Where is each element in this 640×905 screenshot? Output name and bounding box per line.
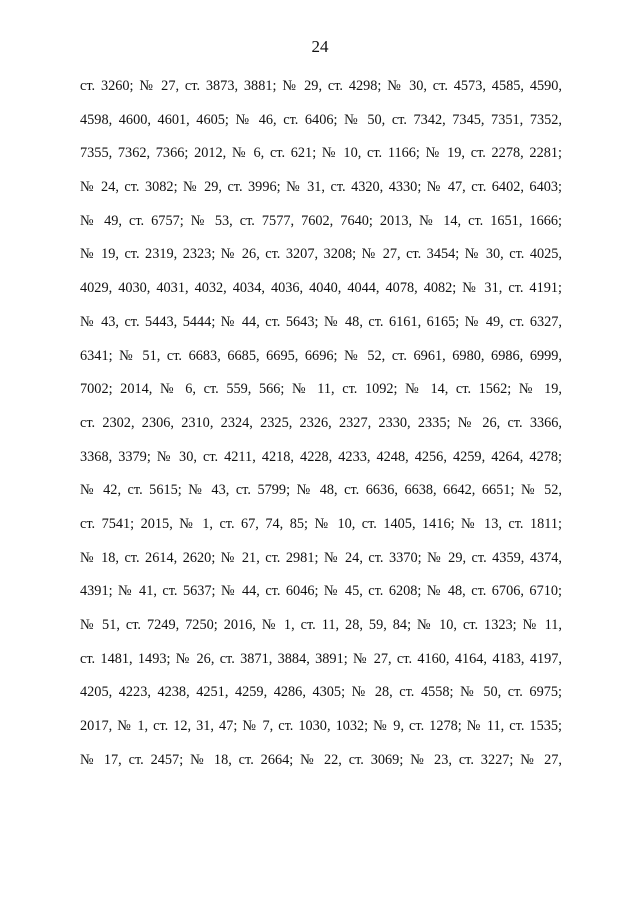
text-line: № 24, ст. 3082; № 29, ст. 3996; № 31, ст. 4320, 4330; № 47, ст. 6402, 6403;: [80, 179, 562, 196]
text-line: 7002; 2014, № 6, ст. 559, 566; № 11, ст. 1092; № 14, ст. 1562; № 19,: [80, 381, 562, 398]
text-line: 4391; № 41, ст. 5637; № 44, ст. 6046; № 45, ст. 6208; № 48, ст. 6706, 6710;: [80, 583, 562, 600]
text-line: 4029, 4030, 4031, 4032, 4034, 4036, 4040, 4044, 4078, 4082; № 31, ст. 4191;: [80, 280, 562, 297]
text-line: ст. 7541; 2015, № 1, ст. 67, 74, 85; № 10, ст. 1405, 1416; № 13, ст. 1811;: [80, 515, 562, 532]
text-line: № 18, ст. 2614, 2620; № 21, ст. 2981; № 24, ст. 3370; № 29, ст. 4359, 4374,: [80, 549, 562, 566]
text-line: 4205, 4223, 4238, 4251, 4259, 4286, 4305; № 28, ст. 4558; № 50, ст. 6975;: [80, 684, 562, 701]
text-line: № 51, ст. 7249, 7250; 2016, № 1, ст. 11, 28, 59, 84; № 10, ст. 1323; № 11,: [80, 617, 562, 633]
page-number: 24: [311, 37, 329, 56]
text-line: № 17, ст. 2457; № 18, ст. 2664; № 22, ст. 3069; № 23, ст. 3227; № 27,: [80, 751, 562, 768]
text-line: 2017, № 1, ст. 12, 31, 47; № 7, ст. 1030, 1032; № 9, ст. 1278; № 11, ст. 1535;: [80, 718, 562, 735]
text-line: ст. 2302, 2306, 2310, 2324, 2325, 2326, 2327, 2330, 2335; № 26, ст. 3366,: [80, 414, 562, 431]
text-line: № 49, ст. 6757; № 53, ст. 7577, 7602, 7640; 2013, № 14, ст. 1651, 1666;: [80, 212, 562, 229]
text-line: 4598, 4600, 4601, 4605; № 46, ст. 6406; № 50, ст. 7342, 7345, 7351, 7352,: [80, 111, 562, 128]
text-line: 7355, 7362, 7366; 2012, № 6, ст. 621; № 10, ст. 1166; № 19, ст. 2278, 2281;: [80, 145, 562, 162]
text-line: ст. 3260; № 27, ст. 3873, 3881; № 29, ст. 4298; № 30, ст. 4573, 4585, 4590,: [80, 78, 562, 94]
text-line: 3368, 3379; № 30, ст. 4211, 4218, 4228, 4233, 4248, 4256, 4259, 4264, 4278;: [80, 448, 562, 465]
text-line: ст. 1481, 1493; № 26, ст. 3871, 3884, 3891; № 27, ст. 4160, 4164, 4183, 4197,: [80, 650, 562, 667]
text-line: № 43, ст. 5443, 5444; № 44, ст. 5643; № 48, ст. 6161, 6165; № 49, ст. 6327,: [80, 313, 562, 330]
document-body: [80, 76, 562, 783]
text-line: № 19, ст. 2319, 2323; № 26, ст. 3207, 3208; № 27, ст. 3454; № 30, ст. 4025,: [80, 246, 562, 263]
text-line: № 42, ст. 5615; № 43, ст. 5799; № 48, ст. 6636, 6638, 6642, 6651; № 52,: [80, 482, 562, 499]
text-line: 6341; № 51, ст. 6683, 6685, 6695, 6696; № 52, ст. 6961, 6980, 6986, 6999,: [80, 347, 562, 364]
